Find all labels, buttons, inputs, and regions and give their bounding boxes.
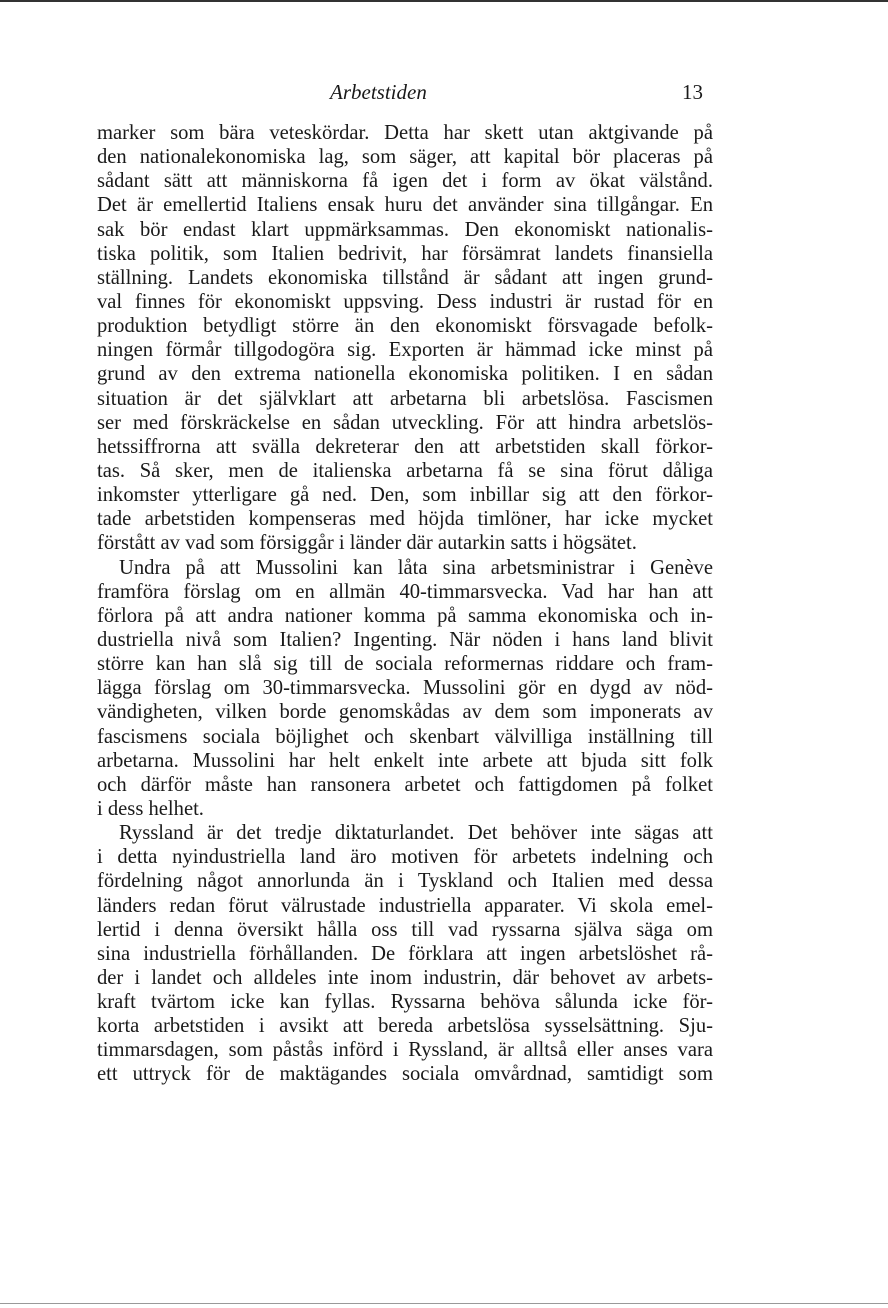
text-line: fördelning något annorlunda än i Tyskland och Italien med dessa [97, 870, 713, 893]
text-line: ett uttryck för de maktägandes sociala omvårdnad, samtidigt som [97, 1063, 713, 1086]
text-line: större kan han slå sig till de sociala reformernas riddare och fram- [97, 653, 713, 676]
text-line: lägga förslag om 30-timmarsvecka. Mussolini gör en dygd av nöd- [97, 677, 713, 700]
page-number: 13 [682, 80, 703, 104]
text-line: tas. Så sker, men de italienska arbetarna få se sina förut dåliga [97, 459, 713, 482]
text-line: ställning. Landets ekonomiska tillstånd är sådant att ingen grund- [97, 266, 713, 289]
text-line: förlora på att andra nationer komma på samma ekonomiska och in- [97, 604, 713, 627]
text-line: tade arbetstiden kompenseras med höjda timlöner, har icke mycket [97, 508, 713, 531]
text-line: ningen förmår tillgodogöra sig. Exporten är hämmad icke minst på [97, 339, 713, 362]
body-text [97, 121, 713, 1087]
text-line: situation är det självklart att arbetarna bli arbetslösa. Fascismen [97, 387, 713, 410]
text-line: hetssiffrorna att svälla dekreterar den att arbetstiden skall förkor- [97, 435, 713, 458]
scan-edge-bottom [0, 1303, 888, 1304]
text-line: lertid i denna översikt hålla oss till vad ryssarna själva säga om [97, 918, 713, 941]
text-line: sådant sätt att människorna få igen det i form av ökat välstånd. [97, 170, 713, 193]
text-line: produktion betydligt större än den ekonomiskt försvagade befolk- [97, 315, 713, 338]
text-line: tiska politik, som Italien bedrivit, har försämrat landets finansiella [97, 242, 713, 265]
text-line: länders redan förut välrustade industriella apparater. Vi skola emel- [97, 894, 713, 917]
paragraph [97, 121, 713, 556]
text-line: fascismens sociala böjlighet och skenbart välvilliga inställning till [97, 725, 713, 748]
text-line: i detta nyindustriella land äro motiven för arbetets indelning och [97, 846, 713, 869]
text-line: korta arbetstiden i avsikt att bereda arbetslösa sysselsättning. Sju- [97, 1015, 713, 1038]
text-line: grund av den extrema nationella ekonomiska politiken. I en sådan [97, 363, 713, 386]
text-line: sina industriella förhållanden. De förklara att ingen arbetslöshet rå- [97, 942, 713, 965]
paragraph [97, 821, 713, 1087]
text-line: Ryssland är det tredje diktaturlandet. Det behöver inte sägas att [119, 822, 713, 845]
scan-edge-top [0, 0, 888, 2]
text-line: och därför måste han ransonera arbetet och fattigdomen på folket [97, 773, 713, 796]
text-line: der i landet och alldeles inte inom industrin, där behovet av arbets- [97, 966, 713, 989]
text-line: sak bör endast klart uppmärksammas. Den ekonomiskt nationalis- [97, 218, 713, 241]
running-header-title: Arbetstiden [330, 80, 427, 104]
text-line: Undra på att Mussolini kan låta sina arbetsministrar i Genève [119, 556, 713, 579]
text-line: dustriella nivå som Italien? Ingenting. När nöden i hans land blivit [97, 628, 713, 651]
text-line: i dess helhet. [97, 797, 204, 820]
text-line: inkomster ytterligare gå ned. Den, som inbillar sig att den förkor- [97, 484, 713, 507]
text-line: arbetarna. Mussolini har helt enkelt inte arbete att bjuda sitt folk [97, 749, 713, 772]
text-line: timmarsdagen, som påstås införd i Ryssland, är alltså eller anses vara [97, 1039, 713, 1062]
text-line: marker som bära veteskördar. Detta har skett utan aktgivande på [97, 122, 713, 144]
text-line: förstått av vad som försiggår i länder där autarkin satts i högsätet. [97, 532, 637, 555]
text-line: val finnes för ekonomiskt uppsving. Dess industri är rustad för en [97, 290, 713, 313]
paragraph [97, 556, 713, 822]
text-line: den nationalekonomiska lag, som säger, att kapital bör placeras på [97, 146, 713, 169]
text-line: framföra förslag om en allmän 40-timmarsvecka. Vad har han att [97, 580, 713, 603]
text-line: ser med förskräckelse en sådan utveckling. För att hindra arbetslös- [97, 411, 713, 434]
text-line: Det är emellertid Italiens ensak huru det använder sina tillgångar. En [97, 194, 713, 217]
text-line: kraft tvärtom icke kan fyllas. Ryssarna behöva sålunda icke för- [97, 991, 713, 1014]
text-line: vändigheten, vilken borde genomskådas av dem som imponerats av [97, 701, 713, 724]
